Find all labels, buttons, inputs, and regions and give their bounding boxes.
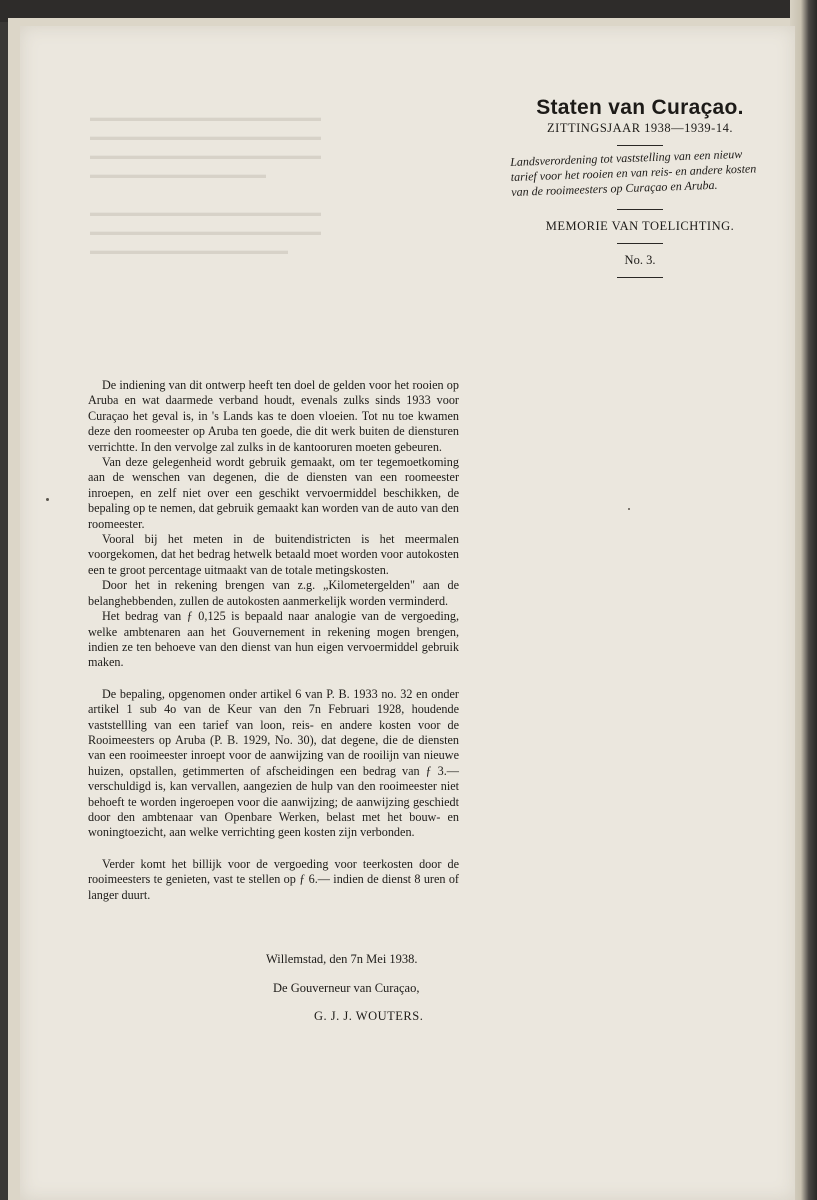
body-paragraph: Vooral bij het meten in de buitendistricten is het meermalen voorgekomen, dat het bedrag hetwelk betaald moet worden voor autokosten een te groot percentage uitmaakt van de totale metingskosten. <box>88 532 459 577</box>
memorie-heading: MEMORIE VAN TOELICHTING. <box>545 219 735 233</box>
header-rule <box>617 277 663 278</box>
body-paragraph: De bepaling, opgenomen onder artikel 6 van P. B. 1933 no. 32 en onder artikel 1 sub 4o van de Keur van den 7n Februari 1928, houdende vaststellling van een tarief van loon, reis- en andere kosten voor de Rooimeesters op Aruba (P. B. 1929, No. 30), dat degene, die de diensten van een rooimeester inroept voor de aanwijzing van de rooilijn van nieuwe huizen, opstallen, getimmerten of afscheidingen een bedrag van ƒ 3.— verschuldigd is, kan vervallen, aangezien de hulp van den rooimeester niet behoeft te worden ingeroepen voor die aanwijzing; de aanwijzing geschiedt door den ambtenaar van Openbare Werken, belast met het bouw- en woningtoezicht, aan welke verrichting geen kosten zijn verbonden. <box>88 686 459 840</box>
document-header <box>500 96 780 287</box>
body-paragraph: Verder komt het billijk voor de vergoeding voor teerkosten door de rooimeesters te genieten, vast te stellen op ƒ 6.— indien de dienst 8 uren of langer duurt. <box>88 856 459 902</box>
body-paragraph: Het bedrag van ƒ 0,125 is bepaald naar analogie van de vergoeding, welke ambtenaren aan het Gouvernement in rekening mogen brengen, indien ze ten behoeve van den dienst van hun eigen vervoermiddel gebruik maken. <box>88 609 459 670</box>
header-rule <box>617 209 663 210</box>
body-paragraph: Van deze gelegenheid wordt gebruik gemaakt, om ter tegemoetkoming aan de wenschen van degenen, die de diensten van een roomeester inroepen, en zelf niet over een geschikt vervoermiddel beschikken, de bepaling op te nemen, dat gebruik gemaakt kan worden van de auto van den roomeester. <box>88 455 459 531</box>
signature-name: G. J. J. WOUTERS. <box>314 1009 424 1023</box>
bill-subject: Landsverordening tot vaststelling van een nieuw tarief voor het rooien en van reis- en andere kosten van de rooimeesters op Curaçao en Aruba. <box>510 146 757 199</box>
bleed-through-text: ▬▬▬▬▬▬▬▬▬▬▬▬▬▬▬▬▬▬▬▬▬ ▬▬▬▬▬▬▬▬▬▬▬▬▬▬▬▬▬▬▬▬▬ ▬▬▬▬▬▬▬▬▬▬▬▬▬▬▬▬▬▬▬▬▬ ▬▬▬▬▬▬▬▬▬▬▬▬▬▬▬▬ ▬▬▬▬▬▬▬▬▬▬▬▬▬▬▬▬▬▬▬▬▬ ▬▬▬▬▬▬▬▬▬▬▬▬▬▬▬▬▬▬▬▬▬ ▬▬▬▬▬▬▬▬▬▬▬▬▬▬▬▬▬▬ <box>90 112 321 257</box>
paper-speck <box>46 498 49 501</box>
explanatory-memorandum-body <box>88 378 459 903</box>
header-rule <box>617 145 663 146</box>
body-paragraph: De indiening van dit ontwerp heeft ten doel de gelden voor het rooien op Aruba en wat daarmede verband houdt, evenals zulks sinds 1933 voor Curaçao het geval is, in 's Lands kas te doen vloeien. Tot nu toe kwamen deze den roomeester op Aruba ten goede, die dit werk buiten de diensturen verrichtte. In den vervolge zal zulks in de kantooruren moeten gebeuren. <box>88 378 459 454</box>
paper-speck <box>628 508 630 510</box>
header-rule <box>617 243 663 244</box>
body-paragraph: Door het in rekening brengen van z.g. „Kilometergelden" aan de belanghebbenden, zullen de autokosten aanmerkelijk worden verminderd. <box>88 578 459 608</box>
signature-place-date: Willemstad, den 7n Mei 1938. <box>266 952 418 966</box>
header-title: Staten van Curaçao. <box>536 96 744 119</box>
signature-office: De Gouverneur van Curaçao, <box>273 981 420 995</box>
session-label: ZITTINGSJAAR 1938—1939-14. <box>547 121 733 135</box>
document-number: No. 3. <box>624 253 656 267</box>
